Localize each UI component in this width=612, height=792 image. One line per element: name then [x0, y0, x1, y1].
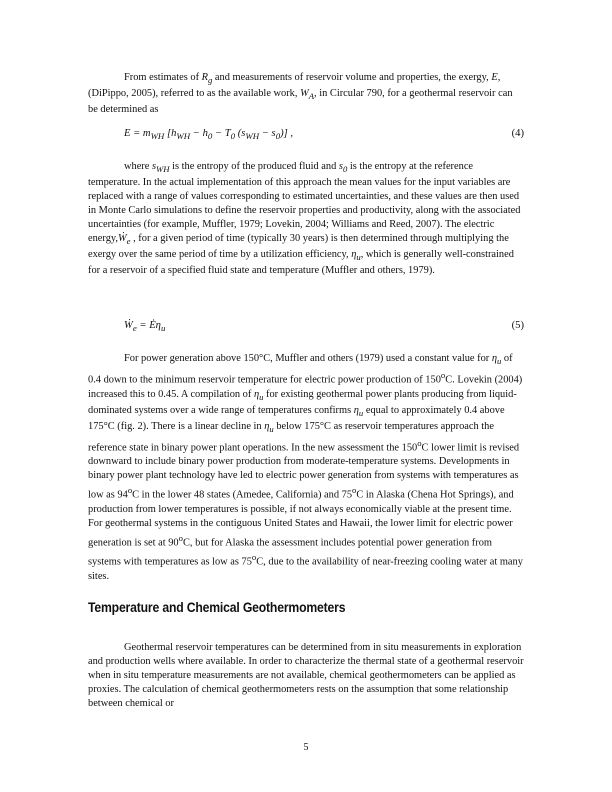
text: , for a given period of time (typically 30 years) is then determined through multiplying the exergy over the same period of time by a utilization efficiency, [88, 233, 509, 261]
text: C. Lovekin (2004) increased this to 0.45. A compilation of [88, 374, 523, 400]
text: Geothermal reservoir temperatures can be determined from in situ measurements in exploration and production wells where available. In order to characterize the thermal state of a geothermal reservoir when in situ temperature measurements are not available, chemical geothermometers can be applied as proxies. The calculation of chemical geothermometers rests on the assumption that some relationship between chemical or [88, 642, 524, 709]
degree-mark: o [251, 552, 257, 563]
subscript: 0 [342, 164, 348, 175]
eq-part: )] , [280, 128, 294, 139]
eq-part: − s [259, 128, 276, 139]
eq-part: [h [164, 128, 177, 139]
text: For power generation above 150°C, Muffler and others (1979) used a constant value for [124, 353, 492, 364]
eq-part: = Ėη [136, 320, 161, 331]
subscript: g [208, 75, 213, 86]
equation-number: (4) [511, 128, 524, 139]
subscript: u [259, 391, 264, 402]
paragraph-monte-carlo [88, 160, 524, 278]
degree-mark: o [352, 485, 357, 496]
degree-mark: o [127, 485, 133, 496]
subscript: A [308, 91, 315, 102]
text: , which is generally well-constrained for a reservoir of a specified fluid state and temperature (Muffler and others, 1979). [88, 249, 514, 277]
symbol-we: Ẇ [118, 233, 127, 245]
paragraph-exergy-intro [88, 71, 524, 117]
subscript: u [496, 356, 502, 367]
symbol-eta: η [353, 404, 359, 416]
symbol-rg: R [201, 72, 208, 83]
equation-4 [124, 126, 524, 142]
paragraph-power-generation [88, 352, 524, 584]
symbol-s0: s [338, 161, 343, 172]
eq-sub: u [160, 323, 166, 334]
text: C lower limit is revised downward to include binary power production from moderate-temperature systems. Developments in binary power plant technology have led to electric power generation from systems with temperatures as low as 94 [88, 442, 520, 501]
symbol-swh: s [151, 161, 157, 172]
text: is the entropy of the produced fluid and [169, 161, 339, 172]
section-heading: Temperature and Chemical Geothermometers [88, 600, 346, 616]
eq-sub: WH [176, 131, 191, 142]
eq-part: (s [235, 128, 246, 139]
paragraph-geothermometers [88, 641, 524, 711]
eq-part: − T [212, 128, 231, 139]
text: where [124, 161, 152, 172]
symbol-eta: η [351, 249, 357, 261]
eq-part: − h [190, 128, 208, 139]
symbol-eta: η [491, 353, 497, 364]
text: C in Alaska (Chena Hot Springs), and production from lower temperatures is possible, if not always economically viable at the present time. For geothermal systems in the contiguous United States and Hawaii, the lower limit for electric power generation is set at 90 [88, 489, 514, 549]
text: , in Circular 790, for a geothermal reservoir can be determined as [88, 88, 513, 116]
subscript: u [356, 252, 361, 263]
eq-sub: 0 [207, 131, 213, 142]
text: From estimates of [124, 72, 202, 83]
eq-sub: 0 [275, 131, 281, 142]
eq-part: Ẇ [124, 320, 133, 331]
subscript: u [269, 423, 274, 434]
text: C, but for Alaska the assessment includes potential power generation from systems with temperatures as low as 75 [88, 537, 492, 568]
page-number: 5 [303, 742, 309, 753]
text: is the entropy at the reference temperature. In the actual implementation of this approach the mean values for the input variables are replaced with a range of values corresponding to estimated uncertainties, and these values are then used in Monte Carlo simulations to define the reservoir properties and productivity, along with the associated uncertainties (for example, Muffler, 1979; Lovekin, 2004; Williams and Reed, 2007). The electric energy, [88, 161, 521, 245]
degree-mark: o [178, 532, 183, 543]
subscript: e [126, 236, 131, 247]
eq-sub: WH [245, 131, 260, 142]
equation-number: (5) [511, 320, 524, 331]
subscript: u [358, 407, 364, 418]
degree-mark: o [440, 370, 446, 381]
text: below 175°C as reservoir temperatures approach the reference state in binary power plant operations. In the new assessment the 150 [88, 420, 494, 454]
text: equal to approximately 0.4 above 175°C (fig. 2). There is a linear decline in [88, 404, 505, 432]
eq-part: E = m [124, 128, 151, 139]
subscript: WH [156, 164, 170, 175]
eq-sub: e [132, 323, 137, 334]
symbol-eta: η [264, 420, 270, 432]
text: of 0.4 down to the minimum reservoir temperature for electric power production of 150 [88, 353, 513, 386]
text: C, due to the availability of near-freezing cooling water at many sites. [88, 556, 523, 582]
text: , (DiPippo, 2005), referred to as the available work, [88, 72, 501, 100]
text: for existing geothermal power plants producing from liquid-dominated systems over a wide range of temperatures confirms [88, 388, 517, 416]
symbol-eta: η [253, 388, 260, 400]
text: C in the lower 48 states (Amedee, California) and 75 [132, 489, 353, 501]
eq-sub: WH [150, 131, 165, 142]
degree-mark: o [417, 437, 422, 448]
equation-5 [124, 318, 524, 334]
symbol-wa: W [300, 88, 309, 100]
eq-sub: 0 [230, 131, 236, 142]
text: and measurements of reservoir volume and properties, the exergy, [212, 72, 492, 83]
symbol-e: E [491, 72, 498, 83]
